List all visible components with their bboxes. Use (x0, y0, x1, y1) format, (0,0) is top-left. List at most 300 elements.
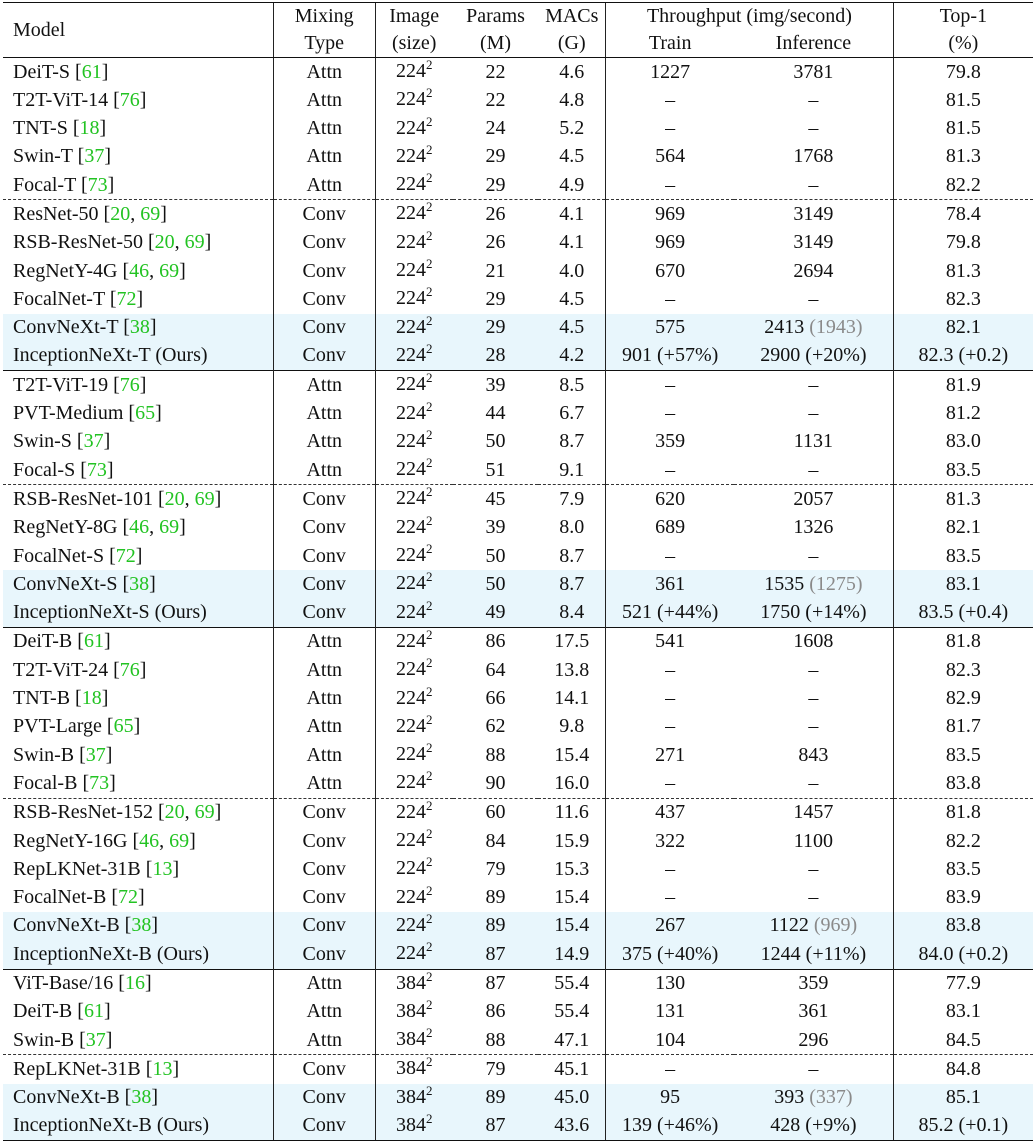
inference-throughput: – (808, 117, 819, 140)
mixing-type-cell (273, 143, 375, 171)
top1-accuracy: 77.9 (945, 972, 981, 994)
header-train: Train (606, 30, 734, 58)
image-size-cell (375, 115, 453, 143)
model-cell: ViT-Base/16 [16] (3, 969, 273, 998)
table-row (3, 1112, 1033, 1141)
inference-throughput: – (808, 886, 819, 909)
image-resolution: 224 (395, 373, 426, 396)
mixing-type: Conv (302, 572, 346, 595)
top1-accuracy: 83.1 (945, 572, 981, 595)
citation-ref: 13 (152, 1057, 173, 1080)
params-cell (453, 400, 539, 428)
table-row (3, 713, 1033, 741)
model-cell: RSB-ResNet-101 [20, 69] (3, 485, 273, 514)
train-throughput-cell (606, 1084, 734, 1112)
image-size-exponent: 2 (425, 57, 433, 72)
image-resolution: 224 (395, 202, 426, 225)
train-throughput: – (665, 857, 676, 880)
top1-cell (893, 285, 1033, 313)
image-size-exponent: 2 (425, 542, 433, 557)
macs-value: 55.4 (554, 1000, 590, 1023)
train-throughput-cell (606, 884, 734, 912)
inference-throughput-cell (734, 115, 893, 143)
citation-ref: 73 (86, 458, 107, 481)
model-cell: ConvNeXt-T [38] (3, 314, 273, 342)
train-throughput-cell (606, 627, 734, 656)
inference-throughput: 1326 (793, 516, 834, 539)
citation-ref: 73 (87, 173, 108, 196)
image-resolution: 224 (395, 544, 426, 567)
mixing-type-cell (273, 1112, 375, 1141)
top1-cell (893, 86, 1033, 114)
params-cell (453, 713, 539, 741)
inference-throughput-cell (734, 998, 893, 1026)
train-throughput: – (665, 886, 676, 909)
top1-accuracy: 84.0 (+0.2) (918, 942, 1009, 965)
params-cell (453, 428, 539, 456)
inference-throughput: – (808, 544, 819, 567)
mixing-type: Attn (306, 173, 342, 196)
top1-cell (893, 1112, 1033, 1141)
params-cell (453, 599, 539, 628)
mixing-type-cell (273, 485, 375, 514)
model-name: InceptionNeXt-S (Ours) (13, 601, 207, 624)
train-throughput: 130 (655, 972, 686, 994)
image-size-exponent: 2 (425, 114, 433, 129)
params-cell (453, 143, 539, 171)
mixing-type-cell (273, 1026, 375, 1055)
model-name: RegNetY-16G (13, 829, 133, 852)
inference-throughput: – (808, 687, 819, 710)
macs-value: 8.4 (559, 601, 585, 624)
macs-cell (538, 656, 605, 684)
macs-cell (538, 1026, 605, 1055)
image-resolution: 224 (395, 829, 426, 852)
inference-throughput: 359 (798, 972, 829, 994)
params-value: 84 (485, 829, 506, 852)
params-cell (453, 969, 539, 998)
header-image: Image (375, 3, 453, 31)
params-value: 88 (485, 1028, 506, 1051)
model-name: Swin-S (13, 430, 77, 453)
train-throughput-cell (606, 257, 734, 285)
top1-accuracy: 81.3 (945, 145, 981, 168)
top1-accuracy: 83.8 (945, 771, 981, 794)
model-cell: FocalNet-T [72] (13, 287, 144, 310)
top1-cell (893, 685, 1033, 713)
mixing-type: Attn (306, 117, 342, 140)
citation-ref: 73 (89, 771, 110, 794)
citation-ref: 20 (164, 801, 185, 824)
image-resolution: 224 (395, 315, 426, 338)
top1-accuracy: 83.5 (945, 857, 981, 880)
citation-ref: 46 (129, 516, 150, 539)
macs-cell (538, 769, 605, 798)
mixing-type-cell (273, 656, 375, 684)
citation-ref: 37 (85, 1028, 106, 1051)
train-throughput-cell (606, 570, 734, 598)
model-cell: RegNetY-8G [46, 69] (13, 516, 186, 539)
header-inference: Inference (734, 30, 893, 58)
image-resolution: 224 (395, 515, 426, 538)
top1-cell (893, 599, 1033, 628)
inference-throughput-cell (734, 314, 893, 342)
image-size-exponent: 2 (425, 997, 433, 1012)
image-size-exponent: 2 (425, 1054, 433, 1070)
inference-throughput-cell (734, 485, 893, 514)
params-value: 50 (485, 430, 506, 453)
mixing-type: Conv (302, 516, 346, 539)
table-row (3, 685, 1033, 713)
train-throughput: – (665, 1057, 676, 1080)
macs-cell (538, 400, 605, 428)
citation-ref: 69 (159, 259, 180, 282)
model-name: PVT-Medium (13, 402, 129, 425)
image-size-exponent: 2 (425, 313, 433, 328)
citation-ref: 69 (140, 202, 161, 225)
model-name: Swin-B (13, 743, 80, 766)
params-cell (453, 229, 539, 257)
macs-value: 5.2 (559, 117, 585, 140)
params-value: 29 (485, 173, 506, 196)
model-cell: RegNetY-16G [46, 69] (13, 829, 196, 852)
top1-cell (893, 542, 1033, 570)
model-name: FocalNet-B (13, 886, 112, 909)
citation-ref: 61 (83, 1000, 104, 1023)
macs-value: 4.5 (559, 287, 585, 310)
params-cell (453, 514, 539, 542)
top1-cell (893, 485, 1033, 514)
mixing-type: Attn (306, 402, 342, 425)
citation-ref: 72 (115, 544, 136, 567)
citation-ref: 46 (139, 829, 160, 852)
citation-ref: 69 (169, 829, 190, 852)
top1-accuracy: 83.5 (945, 544, 981, 567)
model-name: RepLKNet-31B (13, 1057, 146, 1080)
train-throughput-cell (606, 171, 734, 200)
model-cell: Focal-T [73] (13, 173, 115, 196)
top1-accuracy: 83.8 (945, 914, 981, 937)
image-resolution: 224 (395, 173, 426, 196)
image-size-exponent: 2 (425, 513, 433, 528)
mixing-type-cell (273, 428, 375, 456)
model-cell: ResNet-50 [20, 69] (3, 200, 273, 229)
train-throughput-cell (606, 599, 734, 628)
table-row (3, 400, 1033, 428)
image-size-cell (375, 1084, 453, 1112)
train-throughput-cell (606, 685, 734, 713)
mixing-type: Attn (306, 60, 342, 83)
citation-ref: 38 (129, 316, 150, 339)
params-value: 86 (485, 1000, 506, 1023)
macs-cell (538, 1084, 605, 1112)
model-name: InceptionNeXt-B (Ours) (13, 942, 210, 965)
model-cell: RepLKNet-31B [13] (13, 857, 180, 880)
params-value: 90 (485, 771, 506, 794)
inference-throughput-cell (734, 769, 893, 798)
inference-throughput: – (808, 458, 819, 481)
image-size-cell (375, 229, 453, 257)
image-resolution: 384 (395, 1028, 426, 1051)
model-cell: Swin-B [37] (13, 1028, 113, 1051)
inference-throughput-cell (734, 86, 893, 114)
model-cell: ConvNeXt-B [38] (3, 912, 273, 940)
params-value: 44 (485, 402, 506, 425)
model-cell: T2T-ViT-14 [76] (13, 88, 147, 111)
model-cell: Focal-S [73] (13, 458, 114, 481)
inference-throughput: 1457 (793, 801, 834, 824)
inference-throughput: – (808, 771, 819, 794)
macs-cell (538, 855, 605, 883)
params-value: 29 (485, 316, 506, 339)
image-size-exponent: 2 (425, 456, 433, 471)
mixing-type: Conv (302, 829, 346, 852)
macs-cell (538, 171, 605, 200)
train-throughput: 521 (+44%) (622, 601, 719, 624)
mixing-type-cell (273, 514, 375, 542)
macs-cell (538, 115, 605, 143)
params-value: 87 (485, 1114, 506, 1137)
image-size-cell (375, 514, 453, 542)
model-cell: PVT-Medium [65] (13, 402, 162, 425)
image-size-cell (375, 884, 453, 912)
macs-cell (538, 143, 605, 171)
train-throughput-cell (606, 741, 734, 769)
top1-cell (893, 1026, 1033, 1055)
top1-cell (893, 827, 1033, 855)
params-cell (453, 827, 539, 855)
top1-accuracy: 82.2 (945, 829, 981, 852)
mixing-type-cell (273, 741, 375, 769)
macs-cell (538, 1112, 605, 1141)
inference-throughput: 296 (798, 1028, 829, 1051)
model-cell: Focal-B [73] (13, 771, 116, 794)
macs-value: 16.0 (554, 771, 590, 794)
image-size-exponent: 2 (425, 969, 433, 984)
mixing-type-cell (273, 855, 375, 883)
top1-accuracy: 85.2 (+0.1) (918, 1114, 1009, 1137)
mixing-type: Conv (302, 1114, 346, 1137)
table-row (3, 428, 1033, 456)
train-throughput: 670 (655, 259, 686, 282)
table-header (3, 3, 1033, 58)
macs-value: 45.1 (554, 1057, 590, 1080)
image-resolution: 384 (395, 1113, 426, 1136)
top1-accuracy: 83.0 (945, 430, 981, 453)
mixing-type-cell (273, 969, 375, 998)
image-size-cell (375, 998, 453, 1026)
macs-cell (538, 428, 605, 456)
params-value: 45 (485, 487, 506, 510)
macs-value: 15.4 (554, 886, 590, 909)
model-cell (3, 940, 273, 969)
macs-value: 14.1 (554, 687, 590, 710)
mixing-type-cell (273, 542, 375, 570)
train-throughput: 901 (+57%) (622, 344, 719, 367)
mixing-type-cell (273, 884, 375, 912)
mixing-type-cell (273, 599, 375, 628)
model-cell: T2T-ViT-24 [76] (13, 658, 147, 681)
top1-cell (893, 912, 1033, 940)
macs-value: 11.6 (554, 801, 589, 824)
train-throughput: – (665, 658, 676, 681)
macs-value: 15.4 (554, 914, 590, 937)
macs-value: 45.0 (554, 1086, 590, 1109)
train-throughput: 969 (655, 231, 686, 254)
model-name: Focal-T (13, 173, 81, 196)
model-name: T2T-ViT-14 (13, 88, 114, 111)
table-row (3, 229, 1033, 257)
params-cell (453, 485, 539, 514)
inference-throughput-alt: (969) (813, 914, 858, 937)
model-name: DeiT-S (13, 60, 76, 83)
table-row (3, 769, 1033, 798)
top1-accuracy: 84.8 (945, 1057, 981, 1080)
image-size-cell (375, 542, 453, 570)
image-size-cell (375, 1112, 453, 1141)
top1-cell (893, 998, 1033, 1026)
params-cell (453, 314, 539, 342)
train-throughput: – (665, 287, 676, 310)
top1-accuracy: 81.5 (945, 88, 981, 111)
train-throughput-cell (606, 912, 734, 940)
params-value: 50 (485, 572, 506, 595)
citation-ref: 20 (164, 487, 185, 510)
citation-ref: 20 (110, 202, 131, 225)
image-resolution: 224 (395, 771, 426, 794)
top1-cell (893, 229, 1033, 257)
train-throughput: 620 (655, 487, 686, 510)
top1-cell (893, 143, 1033, 171)
table-row (3, 998, 1033, 1026)
train-throughput-cell (606, 115, 734, 143)
mixing-type-cell (273, 371, 375, 400)
train-throughput-cell (606, 1055, 734, 1084)
image-resolution: 224 (395, 343, 426, 366)
inference-throughput-cell (734, 855, 893, 883)
params-value: 22 (485, 60, 506, 83)
top1-accuracy: 79.8 (945, 60, 981, 83)
params-cell (453, 940, 539, 969)
image-resolution: 384 (395, 1085, 426, 1108)
macs-value: 17.5 (554, 630, 590, 653)
inference-throughput: 3149 (793, 231, 834, 254)
macs-value: 4.2 (559, 344, 585, 367)
inference-throughput-cell (734, 1112, 893, 1141)
params-value: 26 (485, 231, 506, 254)
top1-accuracy: 85.1 (945, 1086, 981, 1109)
inference-throughput-cell (734, 940, 893, 969)
params-cell (453, 200, 539, 229)
table-row (3, 912, 1033, 940)
image-size-cell (375, 314, 453, 342)
params-value: 89 (485, 1086, 506, 1109)
mixing-type: Attn (306, 743, 342, 766)
image-size-exponent: 2 (425, 1111, 433, 1126)
inference-throughput: – (808, 658, 819, 681)
citation-ref: 37 (85, 743, 106, 766)
table-row (3, 969, 1033, 998)
image-size-cell (375, 912, 453, 940)
inference-throughput-cell (734, 741, 893, 769)
image-size-exponent: 2 (425, 798, 433, 813)
mixing-type-cell (273, 86, 375, 114)
inference-throughput-cell (734, 171, 893, 200)
macs-cell (538, 685, 605, 713)
table-row (3, 1055, 1033, 1084)
top1-cell (893, 400, 1033, 428)
train-throughput-cell (606, 855, 734, 883)
image-size-cell (375, 685, 453, 713)
mixing-type-cell (273, 285, 375, 313)
train-throughput-cell (606, 428, 734, 456)
inference-throughput-alt: (1943) (809, 316, 863, 339)
params-value: 60 (485, 801, 506, 824)
inference-throughput-cell (734, 656, 893, 684)
mixing-type-cell (273, 827, 375, 855)
params-cell (453, 798, 539, 827)
top1-cell (893, 713, 1033, 741)
image-resolution: 224 (395, 913, 426, 936)
model-cell: ConvNeXt-S [38] (3, 570, 273, 598)
image-resolution: 224 (395, 885, 426, 908)
inference-throughput-cell (734, 257, 893, 285)
macs-value: 8.7 (559, 572, 585, 595)
params-value: 39 (485, 373, 506, 396)
mixing-type-cell (273, 171, 375, 200)
params-value: 26 (485, 202, 506, 225)
image-size-exponent: 2 (425, 399, 433, 414)
inference-throughput-cell (734, 969, 893, 998)
top1-cell (893, 342, 1033, 371)
params-value: 39 (485, 516, 506, 539)
table-row (3, 798, 1033, 827)
header-macs: MACs (538, 3, 605, 31)
top1-accuracy: 81.3 (945, 259, 981, 282)
macs-value: 13.8 (554, 658, 590, 681)
mixing-type: Conv (302, 857, 346, 880)
params-cell (453, 1055, 539, 1084)
mixing-type-cell (273, 115, 375, 143)
inference-throughput: 2413 (764, 316, 810, 339)
macs-cell (538, 998, 605, 1026)
inference-throughput: 1122 (769, 914, 814, 937)
model-name: RSB-ResNet-101 (13, 487, 158, 510)
model-name: FocalNet-T (13, 287, 110, 310)
model-cell: DeiT-B [61] (3, 627, 273, 656)
top1-cell (893, 1084, 1033, 1112)
table-row (3, 940, 1033, 969)
image-size-cell (375, 855, 453, 883)
macs-cell (538, 257, 605, 285)
params-cell (453, 855, 539, 883)
mixing-type: Attn (306, 630, 342, 653)
image-resolution: 224 (395, 743, 426, 766)
macs-value: 15.3 (554, 857, 590, 880)
params-cell (453, 257, 539, 285)
macs-cell (538, 229, 605, 257)
image-size-cell (375, 940, 453, 969)
params-cell (453, 371, 539, 400)
citation-ref: 37 (84, 145, 105, 168)
image-size-exponent: 2 (425, 598, 433, 613)
train-throughput-cell (606, 58, 734, 87)
macs-cell (538, 741, 605, 769)
train-throughput-cell (606, 371, 734, 400)
macs-value: 8.7 (559, 544, 585, 567)
citation-ref: 65 (135, 402, 156, 425)
macs-cell (538, 940, 605, 969)
